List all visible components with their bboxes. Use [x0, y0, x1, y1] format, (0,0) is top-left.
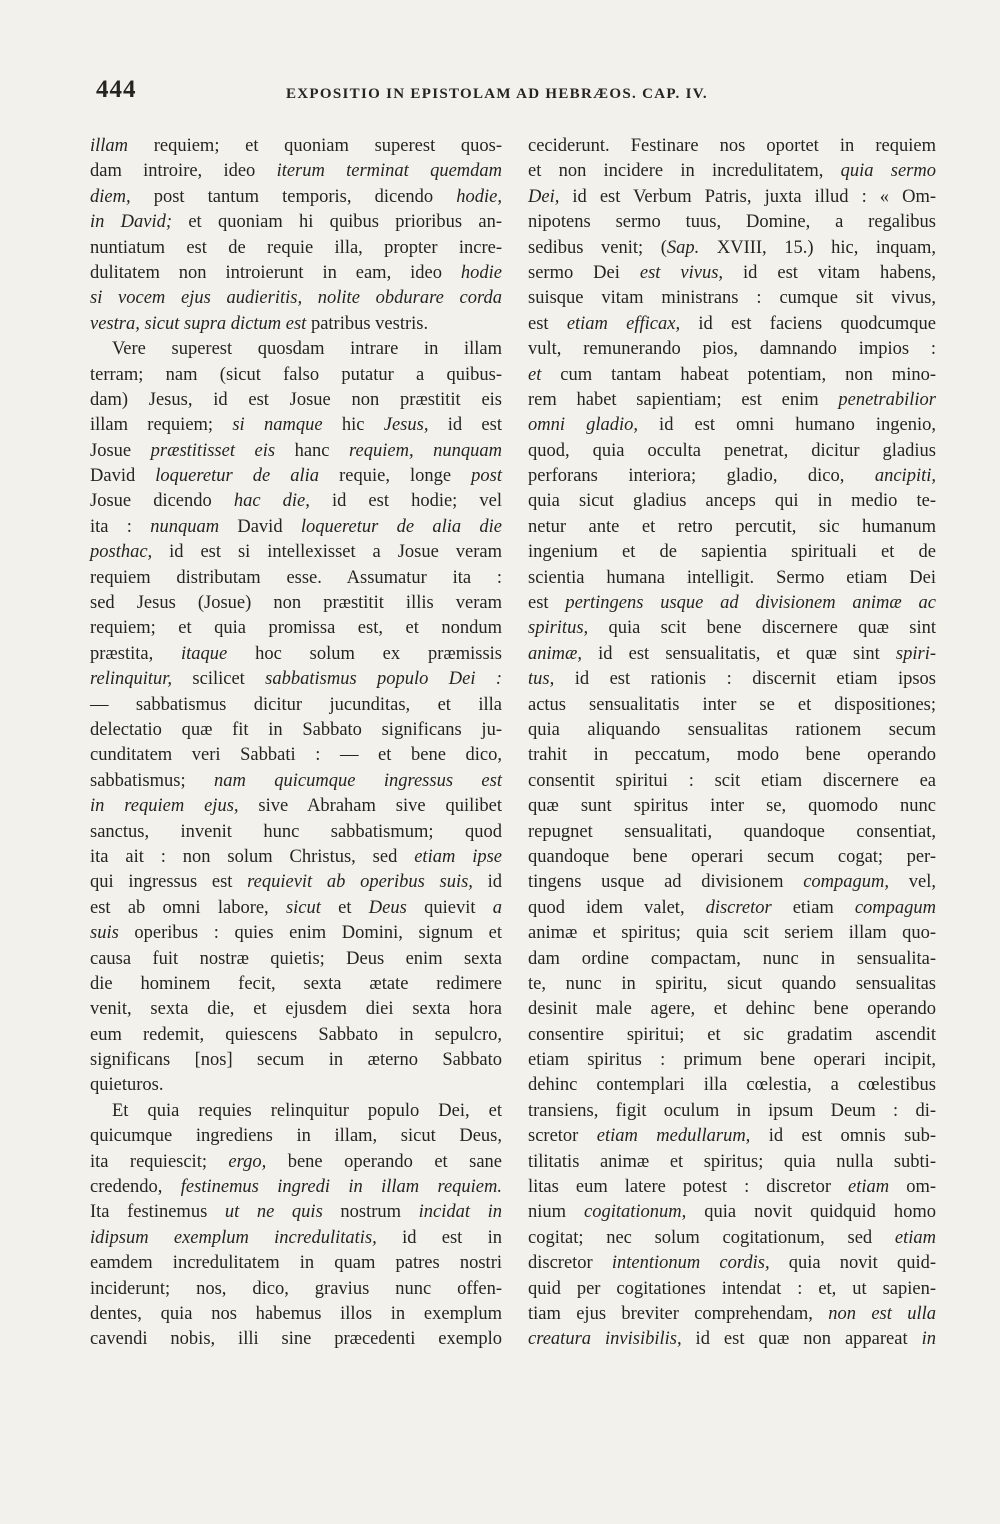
text-line [528, 286, 936, 311]
text-line [528, 870, 936, 895]
text-line [528, 1124, 936, 1149]
text-segment: quia novit quid- [769, 1253, 936, 1274]
text-line [528, 794, 936, 819]
italic-text: etiam [894, 1227, 936, 1248]
text-segment: ceciderunt. Festinare nos oportet in requiem [528, 136, 936, 156]
text-segment: id [472, 872, 502, 893]
page-number: 444 [96, 76, 137, 103]
text-line [528, 1200, 936, 1225]
text-segment: bene operando et sane [266, 1151, 502, 1172]
right-column [528, 134, 936, 1353]
italic-text: etiam efficax, [566, 313, 681, 334]
text-line [90, 1226, 502, 1251]
italic-text: hac die, [233, 491, 310, 512]
text-line [90, 337, 502, 362]
italic-text: in David; [90, 212, 173, 233]
text-line [90, 1175, 502, 1200]
italic-text: itaque [181, 643, 228, 664]
text-line [528, 439, 936, 464]
text-segment: dam introire, ideo [90, 161, 277, 182]
text-line [90, 1200, 502, 1225]
italic-text: posthac, [90, 542, 153, 563]
text-segment: rem habet sapientiam; est enim [528, 389, 839, 410]
text-line [90, 921, 502, 946]
text-line [528, 566, 936, 591]
text-segment: trahit in peccatum, modo bene operando [528, 745, 936, 766]
italic-text: quia sermo [840, 161, 936, 182]
text-line [90, 489, 502, 514]
text-segment: transiens, figit oculum in ipsum Deum : di- [528, 1100, 936, 1121]
text-segment: vel, [889, 872, 936, 893]
text-line [90, 667, 502, 692]
text-line [528, 896, 936, 921]
text-line [528, 820, 936, 845]
text-line [528, 769, 936, 794]
text-line [528, 1302, 936, 1327]
text-line [90, 743, 502, 768]
italic-text: non est ulla [828, 1303, 936, 1324]
text-segment: dam ordine compactam, nunc in sensualita- [528, 948, 936, 969]
text-line [90, 642, 502, 667]
italic-text: relinquitur, [90, 669, 173, 690]
text-segment: ita : [90, 516, 151, 537]
italic-text: pertingens usque ad divisionem animæ ac [565, 593, 936, 614]
text-line [90, 1048, 502, 1073]
text-segment: quicumque ingrediens in illam, sicut Deus, [90, 1126, 502, 1147]
text-segment: om- [889, 1177, 936, 1198]
text-segment: scilicet [172, 669, 266, 690]
text-line [90, 1150, 502, 1175]
italic-text: tus, [528, 669, 555, 690]
text-segment: Josue dicendo [90, 491, 234, 512]
text-segment: id est quæ non appareat [681, 1329, 922, 1350]
text-segment: quia novit quidquid homo [686, 1202, 936, 1223]
text-segment: id est vitam habens, [723, 262, 936, 283]
text-line [528, 464, 936, 489]
text-line [528, 845, 936, 870]
text-segment: nuntiatum est de requie illa, propter incre- [90, 237, 502, 258]
italic-text: ancipiti, [874, 466, 936, 487]
text-line [528, 363, 936, 388]
text-segment: post tantum temporis, dicendo [130, 186, 457, 207]
italic-text: diem, [90, 186, 131, 207]
text-line [528, 1175, 936, 1200]
text-segment: id est omnis sub- [750, 1126, 936, 1147]
text-segment: suisque vitam ministrans : cumque sit vivus, [528, 288, 936, 309]
italic-text: loqueretur de alia die [300, 516, 502, 537]
text-line [528, 1023, 936, 1048]
text-line [90, 947, 502, 972]
text-line [528, 312, 936, 337]
text-segment: cum tantam habeat potentiam, non mino- [541, 364, 936, 385]
text-segment: nostrum [322, 1202, 419, 1223]
text-segment: nium [528, 1202, 585, 1223]
text-line [90, 1099, 502, 1124]
text-line [90, 820, 502, 845]
text-line [528, 1327, 936, 1352]
text-segment: quod idem valet, [528, 897, 706, 918]
text-segment: id est rationis : discernit etiam ipsos [554, 669, 936, 690]
text-line [528, 667, 936, 692]
text-line [90, 591, 502, 616]
italic-text: discretor [705, 897, 772, 918]
text-segment: credendo, [90, 1177, 181, 1198]
text-segment: sabbatismus; [90, 770, 214, 791]
text-segment: ita requiescit; [90, 1151, 229, 1172]
text-line [90, 1327, 502, 1352]
text-line [528, 337, 936, 362]
text-line [90, 413, 502, 438]
italic-text: incidat in [418, 1202, 502, 1223]
text-segment: Ita festinemus [90, 1202, 225, 1223]
text-segment: David [219, 516, 301, 537]
italic-text: si namque [232, 415, 323, 436]
italic-text: hodie [460, 262, 502, 283]
italic-text: præstitisset eis [150, 440, 276, 461]
text-segment: hanc [275, 440, 350, 461]
text-line [90, 286, 502, 311]
text-segment: nipotens sermo tuus, Domine, a regalibus [528, 212, 936, 233]
italic-text: etiam medullarum, [596, 1126, 751, 1147]
text-line [528, 743, 936, 768]
text-line [90, 769, 502, 794]
text-line [90, 997, 502, 1022]
italic-text: illam [90, 136, 129, 156]
italic-text: et [528, 364, 542, 385]
text-segment: operibus : quies enim Domini, signum et [118, 923, 502, 944]
text-segment: venit, sexta die, et ejusdem diei sexta hora [90, 999, 502, 1020]
italic-text: in requiem ejus, [90, 796, 239, 817]
text-segment: causa fuit nostræ quietis; Deus enim sexta [90, 948, 502, 969]
text-line [528, 1277, 936, 1302]
text-line [528, 489, 936, 514]
italic-text: post [471, 466, 503, 487]
italic-text: si vocem ejus audieritis, nolite obdurare corda [90, 288, 502, 309]
text-segment: cogitat; nec solum cogitationum, sed [528, 1227, 895, 1248]
left-column [90, 134, 502, 1353]
text-segment: dehinc contemplari illa cœlestia, a cœlestibus [528, 1075, 936, 1096]
italic-text: suis [90, 923, 119, 944]
text-segment: tingens usque ad divisionem [528, 872, 804, 893]
text-segment: te, nunc in spiritu, sicut quando sensualitas [528, 973, 936, 994]
text-line [528, 591, 936, 616]
text-segment: et [320, 897, 369, 918]
text-line [90, 972, 502, 997]
text-segment: sive Abraham sive quilibet [238, 796, 502, 817]
italic-text: nunquam [150, 516, 220, 537]
text-segment: Josue [90, 440, 151, 461]
italic-text: idipsum exemplum incredulitatis, [90, 1227, 377, 1248]
text-segment: tilitatis animæ et spiritus; quia nulla subti- [528, 1151, 936, 1172]
text-segment: scretor [528, 1126, 597, 1147]
text-segment: consentit spiritui : scit etiam discernere ea [528, 770, 936, 791]
text-segment: est [528, 593, 566, 614]
text-segment: quieturos. [90, 1075, 164, 1096]
text-line [90, 1251, 502, 1276]
text-line [528, 616, 936, 641]
text-segment: et quoniam hi quibus prioribus an- [172, 212, 502, 233]
text-segment: desinit male agere, et dehinc bene operando [528, 999, 936, 1020]
text-line [90, 870, 502, 895]
text-segment: XVIII, 15.) hic, inquam, [699, 237, 936, 258]
italic-text: in [921, 1329, 936, 1350]
italic-text: ergo, [228, 1151, 267, 1172]
text-line [90, 388, 502, 413]
text-segment: quid per cogitationes intendat : et, ut sapien- [528, 1278, 936, 1299]
text-line [528, 718, 936, 743]
italic-text: sicut [285, 897, 321, 918]
text-segment: hic [322, 415, 384, 436]
text-segment: discretor [528, 1253, 612, 1274]
text-segment: dulitatem non introierunt in eam, ideo [90, 262, 461, 283]
text-segment: requiem; et quoniam superest quos- [128, 136, 502, 156]
text-line [90, 1302, 502, 1327]
text-line [90, 439, 502, 464]
text-line [90, 261, 502, 286]
italic-text: Dei, [528, 186, 560, 207]
text-segment: id est omni humano ingenio, [637, 415, 937, 436]
text-segment: id est in [376, 1227, 502, 1248]
text-segment: etiam spiritus : primum bene operari incipit, [528, 1050, 936, 1071]
text-segment: sermo Dei [528, 262, 640, 283]
italic-text: vestra, sicut supra dictum est [90, 313, 307, 334]
text-segment: etiam [771, 897, 855, 918]
text-segment: delectatio quæ fit in Sabbato significans ju- [90, 719, 502, 740]
text-line [90, 693, 502, 718]
text-segment: scientia humana intelligit. Sermo etiam Dei [528, 567, 936, 588]
text-line [90, 896, 502, 921]
text-line [90, 236, 502, 261]
italic-text: Jesus, [383, 415, 429, 436]
italic-text: etiam ipse [414, 846, 502, 867]
text-line [90, 566, 502, 591]
text-segment: consentire spiritui; et sic gradatim ascendit [528, 1024, 936, 1045]
text-segment: eamdem incredulitatem in quam patres nostri [90, 1253, 502, 1274]
text-segment: vult, remunerando pios, damnando impios : [528, 339, 936, 360]
italic-text: etiam [848, 1177, 890, 1198]
text-segment: requiem; et quia promissa est, et nondum [90, 618, 502, 639]
text-line [90, 794, 502, 819]
text-line [528, 1150, 936, 1175]
text-segment: illam requiem; [90, 415, 233, 436]
italic-text: requievit ab operibus suis, [247, 872, 473, 893]
text-segment: id est sensualitatis, et quæ sint [581, 643, 896, 664]
italic-text: Sap. [666, 237, 700, 258]
text-line [90, 312, 502, 337]
text-segment: quæ sunt spiritus inter se, quomodo nunc [528, 796, 936, 817]
text-segment: repugnet sensualitati, quandoque consentiat, [528, 821, 936, 842]
italic-text: a [492, 897, 502, 918]
text-line [528, 972, 936, 997]
italic-text: compagum [854, 897, 936, 918]
text-segment: dam) Jesus, id est Josue non præstitit eis [90, 389, 502, 410]
text-segment: quia aliquando sensualitas rationem secum [528, 719, 936, 740]
italic-text: creatura invisibilis, [528, 1329, 682, 1350]
text-segment: die hominem fecit, sexta ætate redimere [90, 973, 502, 994]
text-line [528, 642, 936, 667]
text-segment: patribus vestris. [306, 313, 429, 334]
italic-text: sabbatismus populo Dei : [265, 669, 502, 690]
italic-text: spiritus, [528, 618, 589, 639]
text-segment: quod, quia occulta penetrat, dicitur gladius [528, 440, 936, 461]
text-line [528, 261, 936, 286]
text-segment: terram; nam (sicut falso putatur a quibus- [90, 364, 502, 385]
text-segment: sanctus, invenit hunc sabbatismum; quod [90, 821, 502, 842]
italic-text: cogitationum, [584, 1202, 687, 1223]
italic-text: requiem, nunquam [349, 440, 502, 461]
text-segment: ita ait : non solum Christus, sed [90, 846, 415, 867]
italic-text: iterum terminat quemdam [276, 161, 502, 182]
text-line [528, 134, 936, 159]
text-segment: quia scit bene discernere quæ sint [588, 618, 936, 639]
text-line [528, 1048, 936, 1073]
text-segment: quandoque bene operari secum cogat; per- [528, 846, 936, 867]
italic-text: animæ, [528, 643, 582, 664]
text-line [528, 997, 936, 1022]
italic-text: compagum, [803, 872, 890, 893]
text-line [528, 1099, 936, 1124]
text-line [90, 1277, 502, 1302]
text-line [90, 845, 502, 870]
italic-text: penetrabilior [838, 389, 936, 410]
text-segment: eum redemit, quiescens Sabbato in sepulcro, [90, 1024, 502, 1045]
text-line [90, 159, 502, 184]
italic-text: est vivus, [639, 262, 724, 283]
text-segment: id est hodie; vel [309, 491, 502, 512]
text-segment: cunditatem veri Sabbati : — et bene dico, [90, 745, 502, 766]
text-segment: actus sensualitatis inter se et dispositiones; [528, 694, 936, 715]
text-segment: Et quia requies relinquitur populo Dei, et [112, 1100, 502, 1121]
text-segment: sed Jesus (Josue) non præstitit illis veram [90, 593, 502, 614]
text-segment: — sabbatismus dicitur jucunditas, et illa [90, 694, 502, 715]
text-line [528, 185, 936, 210]
running-title: EXPOSITIO IN EPISTOLAM AD HEBRÆOS. CAP. IV. [286, 86, 708, 102]
text-segment: id est faciens quodcumque [680, 313, 937, 334]
italic-text: intentionum cordis, [611, 1253, 770, 1274]
italic-text: spiri- [895, 643, 936, 664]
italic-text: Deus [368, 897, 407, 918]
text-line [528, 947, 936, 972]
text-segment: litas eum latere potest : discretor [528, 1177, 849, 1198]
text-line [528, 515, 936, 540]
text-segment: sedibus venit; ( [528, 237, 667, 258]
italic-text: omni gladio, [528, 415, 638, 436]
text-line [90, 134, 502, 159]
text-line [528, 413, 936, 438]
text-line [90, 1023, 502, 1048]
text-segment: est [528, 313, 567, 334]
text-segment: Vere superest quosdam intrare in illam [112, 339, 502, 360]
text-segment: significans [nos] secum in æterno Sabbato [90, 1050, 502, 1071]
text-segment: id est Verbum Patris, juxta illud : « Om- [559, 186, 936, 207]
text-segment: id est si intellexisset a Josue veram [152, 542, 502, 563]
text-line [528, 1226, 936, 1251]
text-line [528, 159, 936, 184]
text-line [528, 1251, 936, 1276]
text-segment: tiam ejus breviter comprehendam, [528, 1303, 829, 1324]
text-segment: hoc solum ex præmissis [227, 643, 502, 664]
text-line [528, 921, 936, 946]
text-segment: David [90, 466, 156, 487]
text-segment: ingenium et de sapientia spirituali et de [528, 542, 936, 563]
italic-text: loqueretur de alia [155, 466, 320, 487]
text-segment: id est [428, 415, 502, 436]
italic-text: hodie, [456, 186, 502, 207]
text-line [528, 236, 936, 261]
text-segment: requiem distributam esse. Assumatur ita : [90, 567, 502, 588]
text-line [528, 388, 936, 413]
text-segment: est ab omni labore, [90, 897, 286, 918]
text-segment: netur ante et retro percutit, sic humanum [528, 516, 936, 537]
text-segment: qui ingressus est [90, 872, 248, 893]
italic-text: festinemus ingredi in illam requiem. [180, 1177, 503, 1198]
text-line [528, 693, 936, 718]
text-segment: requie, longe [319, 466, 472, 487]
text-line [90, 464, 502, 489]
text-segment: dentes, quia nos habemus illos in exemplum [90, 1303, 502, 1324]
italic-text: nam quicumque ingressus est [213, 770, 502, 791]
text-segment: animæ et spiritus; quia scit seriem illam quo- [528, 923, 936, 944]
text-line [528, 540, 936, 565]
text-line [528, 1073, 936, 1098]
text-line [90, 515, 502, 540]
text-line [90, 363, 502, 388]
text-line [90, 540, 502, 565]
text-line [528, 210, 936, 235]
italic-text: ut ne quis [224, 1202, 323, 1223]
text-line [90, 1124, 502, 1149]
text-line [90, 718, 502, 743]
text-line [90, 185, 502, 210]
text-segment: perforans interiora; gladio, dico, [528, 466, 875, 487]
text-segment: inciderunt; nos, dico, gravius nunc offen- [90, 1278, 502, 1299]
text-segment: præstita, [90, 643, 182, 664]
text-segment: cavendi nobis, illi sine præcedenti exemplo [90, 1329, 502, 1350]
text-line [90, 616, 502, 641]
text-segment: et non incidere in incredulitatem, [528, 161, 841, 182]
text-line [90, 1073, 502, 1098]
text-line [90, 210, 502, 235]
text-segment: quia sicut gladius anceps qui in medio te- [528, 491, 936, 512]
text-segment: quievit [406, 897, 493, 918]
